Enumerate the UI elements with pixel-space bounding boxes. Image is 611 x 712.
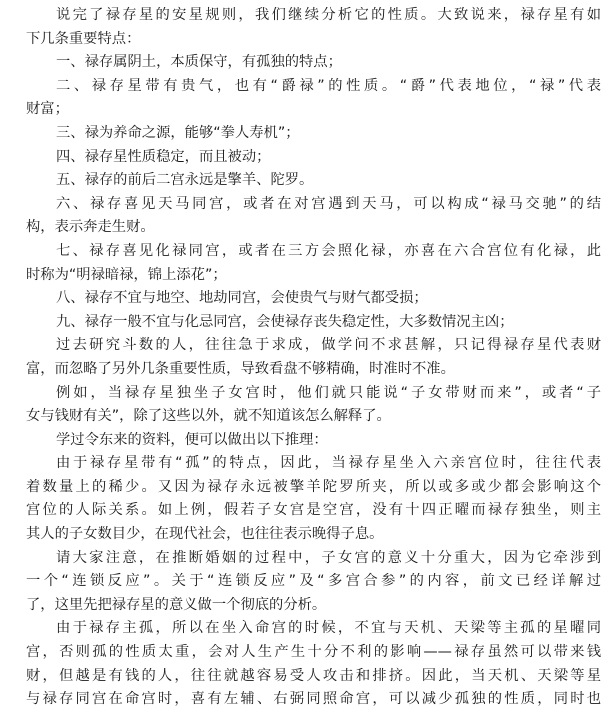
text-line: 九、禄存一般不宜与化忌同宫，会使禄存丧失稳定性，大多数情况主凶； [56,313,514,330]
text-line: 一、禄存属阴土，本质保守，有孤独的特点； [56,54,342,71]
text-line: 三、禄为养命之源，能够“拳人寿机”； [56,124,300,141]
text-line: 例如，当禄存星独坐子女宫时，他们就只能说“子女带财而来”，或者“子 [56,384,601,401]
text-line: 说完了禄存星的安星规则，我们继续分析它的性质。大致说来，禄存星有如 [56,7,601,23]
text-line: 由于禄存星带有“孤”的特点，因此，当禄存星坐入六亲宫位时，往往代表 [56,455,601,472]
text-line: 宫，否则孤的性质太重，会对人生产生十分不利的影响——禄存虽然可以带来钱 [26,644,601,661]
text-line: 一个“连锁反应”。关于“连锁反应”及“多宫合参”的内容，前文已经详解过 [26,573,601,590]
text-line: 着数量上的稀少。又因为禄存永远被擎羊陀罗所夹，所以或多或少都会影响这个 [26,478,601,495]
text-line: 学过令东来的资料，便可以做出以下推理： [56,431,328,448]
text-line: 五、禄存的前后二宫永远是擎羊、陀罗。 [56,172,314,189]
text-line: 宫位的人际关系。如上例，假若子女宫是空宫，没有十四正曜而禄存独坐，则主 [26,502,601,519]
text-line: 与禄存同宫在命宫时，喜有左辅、右弼同照命宫，可以减少孤独的性质，同时也 [26,691,601,708]
text-line: 过去研究斗数的人，往往急于求成，做学问不求甚解，只记得禄存星代表财 [56,337,601,354]
text-line: 时称为“明禄暗禄，锦上添花”； [26,266,227,283]
text-line: 请大家注意，在推断婚姻的过程中，子女宫的意义十分重大，因为它牵涉到 [56,549,601,566]
text-line: 由于禄存主孤，所以在坐入命宫的时候，不宜与天机、天梁等主孤的星曜同 [56,620,601,637]
text-line: 富，而忽略了另外几条重要性质，导致看盘不够精确，时准时不准。 [26,360,455,377]
text-line: 六、禄存喜见天马同宫，或者在对宫遇到天马，可以构成“禄马交驰”的结 [56,195,601,212]
text-line: 财，但越是有钱的人，往往就越容易受人攻击和排挤。因此，当天机、天梁等星 [26,667,601,684]
text-line: 四、禄存星性质稳定，而且被动； [56,148,271,165]
text-line: 了，这里先把禄存星的意义做一个彻底的分析。 [26,596,327,613]
text-line: 下几条重要特点： [26,30,141,47]
text-line: 其人的子女数目少，在现代社会，也往往表示晚得子息。 [26,526,384,543]
text-line: 女与钱财有关”，除了这些以外，就不知道该怎么解释了。 [26,408,391,425]
text-line: 财富； [26,101,69,118]
text-line: 构，表示奔走生财。 [26,219,155,236]
text-line: 二、禄存星带有贵气，也有“爵禄”的性质。“爵”代表地位，“禄”代表 [56,77,601,94]
text-line: 七、禄存喜见化禄同宫，或者在三方会照化禄，亦喜在六合宫位有化禄，此 [56,242,601,259]
text-line: 八、禄存不宜与地空、地劫同宫，会使贵气与财气都受损； [56,290,428,307]
